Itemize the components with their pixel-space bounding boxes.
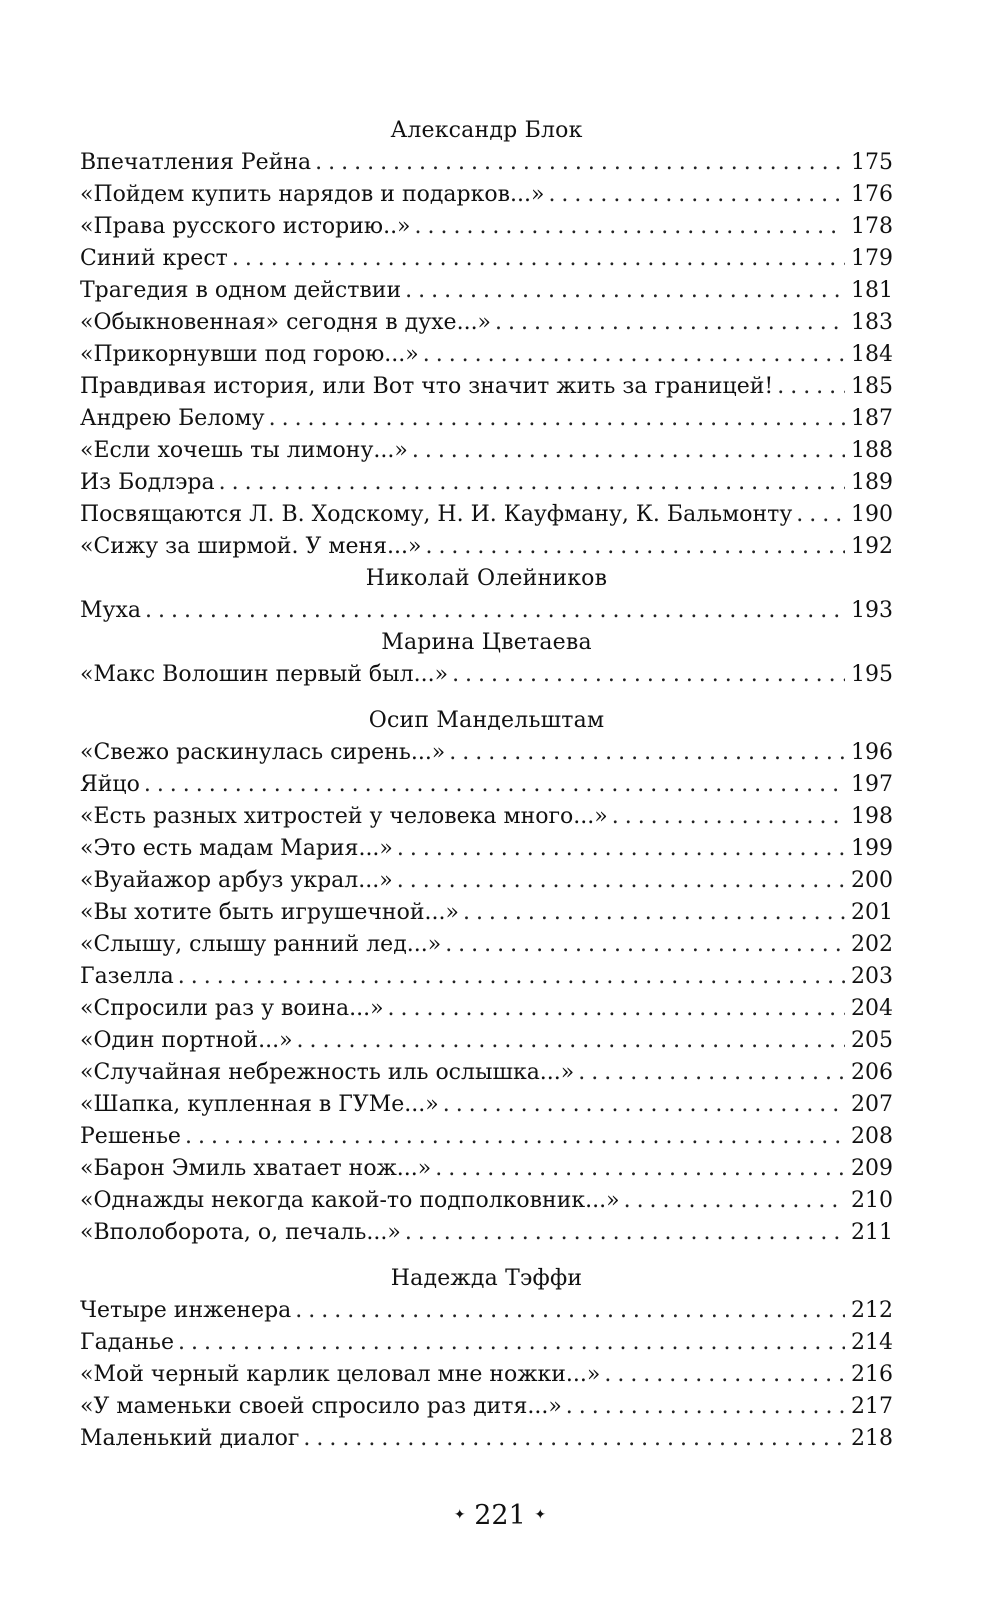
entry-page: 206 xyxy=(851,1060,893,1085)
toc-entry xyxy=(80,833,893,865)
dot-leader xyxy=(777,371,845,403)
author-heading: Осип Мандельштам xyxy=(368,708,605,733)
entry-page: 207 xyxy=(851,1092,893,1117)
entry-page: 198 xyxy=(851,804,893,829)
toc-entry xyxy=(80,275,893,307)
entry-title: Муха xyxy=(80,598,141,623)
toc-entry xyxy=(80,801,893,833)
toc-entry xyxy=(80,595,893,627)
entry-title: Четыре инженера xyxy=(80,1298,292,1323)
toc-entry xyxy=(80,1025,893,1057)
dot-leader xyxy=(144,769,845,801)
toc-entry xyxy=(80,179,893,211)
entry-title: «Однажды некогда какой-то подполковник...» xyxy=(80,1188,620,1213)
entry-page: 193 xyxy=(851,598,893,623)
table-of-contents xyxy=(80,115,893,1455)
entry-title: «Вуайажор арбуз украл...» xyxy=(80,868,393,893)
entry-page: 196 xyxy=(851,740,893,765)
entry-title: «У маменьки своей спросило раз дитя...» xyxy=(80,1394,562,1419)
entry-title: «Вы хотите быть игрушечной...» xyxy=(80,900,459,925)
dot-leader xyxy=(178,1327,845,1359)
dot-leader xyxy=(566,1391,845,1423)
entry-page: 217 xyxy=(851,1394,893,1419)
dot-leader xyxy=(435,1153,845,1185)
dot-leader xyxy=(303,1423,845,1455)
dot-leader xyxy=(219,467,845,499)
dot-leader xyxy=(423,339,845,371)
toc-entry xyxy=(80,1121,893,1153)
entry-page: 203 xyxy=(851,964,893,989)
entry-page: 209 xyxy=(851,1156,893,1181)
entry-page: 188 xyxy=(851,438,893,463)
toc-entry xyxy=(80,1391,893,1423)
dot-leader xyxy=(452,659,845,691)
dot-leader xyxy=(548,179,845,211)
entry-page: 214 xyxy=(851,1330,893,1355)
dot-leader xyxy=(397,833,845,865)
dot-leader xyxy=(397,865,845,897)
entry-title: Трагедия в одном действии xyxy=(80,278,402,303)
toc-entry xyxy=(80,1089,893,1121)
toc-entry xyxy=(80,435,893,467)
entry-title: «Слышу, слышу ранний лед...» xyxy=(80,932,442,957)
dot-leader xyxy=(185,1121,845,1153)
entry-title: Синий крест xyxy=(80,246,228,271)
entry-title: «Сижу за ширмой. У меня...» xyxy=(80,534,422,559)
dot-leader xyxy=(495,307,845,339)
entry-title: Маленький диалог xyxy=(80,1426,300,1451)
entry-title: Из Бодлэра xyxy=(80,470,215,495)
toc-entry xyxy=(80,659,893,691)
entry-page: 181 xyxy=(851,278,893,303)
dot-leader xyxy=(415,211,845,243)
entry-title: «Барон Эмиль хватает нож...» xyxy=(80,1156,432,1181)
author-heading: Марина Цветаева xyxy=(381,630,592,655)
entry-page: 211 xyxy=(851,1220,893,1245)
entry-title: «Случайная небрежность иль ослышка...» xyxy=(80,1060,575,1085)
entry-title: «Макс Волошин первый был...» xyxy=(80,662,449,687)
toc-entry xyxy=(80,339,893,371)
entry-title: Андрею Белому xyxy=(80,406,265,431)
toc-entry xyxy=(80,1359,893,1391)
toc-entry xyxy=(80,1217,893,1249)
toc-entry xyxy=(80,1423,893,1455)
toc-entry xyxy=(80,307,893,339)
entry-page: 202 xyxy=(851,932,893,957)
entry-page: 199 xyxy=(851,836,893,861)
entry-title: «Свежо раскинулась сирень...» xyxy=(80,740,446,765)
entry-page: 190 xyxy=(851,502,893,527)
entry-title: «Это есть мадам Мария...» xyxy=(80,836,393,861)
dot-leader xyxy=(269,403,845,435)
entry-title: «Обыкновенная» сегодня в духе...» xyxy=(80,310,492,335)
entry-page: 201 xyxy=(851,900,893,925)
left-ornament-icon: ✦ xyxy=(453,1506,466,1523)
entry-page: 179 xyxy=(851,246,893,271)
toc-entry xyxy=(80,371,893,403)
entry-page: 185 xyxy=(851,374,893,399)
toc-entry xyxy=(80,769,893,801)
toc-entry xyxy=(80,403,893,435)
right-ornament-icon: ✦ xyxy=(534,1506,547,1523)
entry-page: 176 xyxy=(851,182,893,207)
toc-entry xyxy=(80,1327,893,1359)
entry-title: Впечатления Рейна xyxy=(80,150,312,175)
toc-entry xyxy=(80,929,893,961)
dot-leader xyxy=(463,897,845,929)
entry-title: «Мой черный карлик целовал мне ножки...» xyxy=(80,1362,601,1387)
dot-leader xyxy=(445,929,845,961)
entry-page: 195 xyxy=(851,662,893,687)
dot-leader xyxy=(624,1185,845,1217)
dot-leader xyxy=(232,243,845,275)
entry-title: «Спросили раз у воина...» xyxy=(80,996,384,1021)
entry-title: «Пойдем купить нарядов и подарков...» xyxy=(80,182,545,207)
toc-entry xyxy=(80,993,893,1025)
dot-leader xyxy=(405,275,845,307)
author-heading: Николай Олейников xyxy=(365,566,608,591)
entry-page: 204 xyxy=(851,996,893,1021)
entry-title: «Вполоборота, о, печаль...» xyxy=(80,1220,401,1245)
toc-entry xyxy=(80,865,893,897)
toc-entry xyxy=(80,1295,893,1327)
entry-title: Газелла xyxy=(80,964,174,989)
entry-page: 210 xyxy=(851,1188,893,1213)
entry-page: 216 xyxy=(851,1362,893,1387)
toc-entry xyxy=(80,961,893,993)
entry-page: 197 xyxy=(851,772,893,797)
entry-page: 205 xyxy=(851,1028,893,1053)
toc-entry xyxy=(80,499,893,531)
entry-title: «Права русского историю..» xyxy=(80,214,411,239)
entry-title: «Прикорнувши под горою...» xyxy=(80,342,419,367)
dot-leader xyxy=(315,147,845,179)
dot-leader xyxy=(412,435,845,467)
entry-page: 192 xyxy=(851,534,893,559)
entry-page: 175 xyxy=(851,150,893,175)
toc-entry xyxy=(80,147,893,179)
entry-title: «Один портной...» xyxy=(80,1028,293,1053)
entry-title: «Шапка, купленная в ГУМе...» xyxy=(80,1092,439,1117)
toc-entry xyxy=(80,737,893,769)
dot-leader xyxy=(145,595,845,627)
entry-page: 184 xyxy=(851,342,893,367)
page-number xyxy=(0,1499,1000,1534)
entry-title: Посвящаются Л. В. Ходскому, Н. И. Кауфману, К. Бальмонту xyxy=(80,502,793,527)
toc-entry xyxy=(80,531,893,563)
entry-title: Гаданье xyxy=(80,1330,175,1355)
toc-entry xyxy=(80,467,893,499)
entry-title: «Есть разных хитростей у человека много...» xyxy=(80,804,608,829)
entry-page: 187 xyxy=(851,406,893,431)
entry-title: Яйцо xyxy=(80,772,140,797)
entry-page: 212 xyxy=(851,1298,893,1323)
toc-entry xyxy=(80,1185,893,1217)
toc-entry xyxy=(80,243,893,275)
entry-title: «Если хочешь ты лимону...» xyxy=(80,438,408,463)
entry-page: 208 xyxy=(851,1124,893,1149)
page-number-value: 221 xyxy=(474,1500,526,1531)
dot-leader xyxy=(297,1025,845,1057)
dot-leader xyxy=(425,531,845,563)
author-heading: Александр Блок xyxy=(390,118,583,143)
toc-entry xyxy=(80,1153,893,1185)
entry-page: 178 xyxy=(851,214,893,239)
entry-title: Решенье xyxy=(80,1124,181,1149)
dot-leader xyxy=(443,1089,845,1121)
toc-entry xyxy=(80,211,893,243)
entry-page: 200 xyxy=(851,868,893,893)
dot-leader xyxy=(796,499,845,531)
author-heading: Надежда Тэффи xyxy=(390,1266,583,1291)
dot-leader xyxy=(178,961,845,993)
dot-leader xyxy=(578,1057,845,1089)
entry-page: 189 xyxy=(851,470,893,495)
dot-leader xyxy=(604,1359,845,1391)
dot-leader xyxy=(388,993,845,1025)
toc-entry xyxy=(80,1057,893,1089)
toc-entry xyxy=(80,897,893,929)
entry-page: 183 xyxy=(851,310,893,335)
dot-leader xyxy=(449,737,845,769)
entry-page: 218 xyxy=(851,1426,893,1451)
dot-leader xyxy=(405,1217,845,1249)
dot-leader xyxy=(612,801,845,833)
entry-title: Правдивая история, или Вот что значит жить за границей! xyxy=(80,374,774,399)
dot-leader xyxy=(295,1295,845,1327)
